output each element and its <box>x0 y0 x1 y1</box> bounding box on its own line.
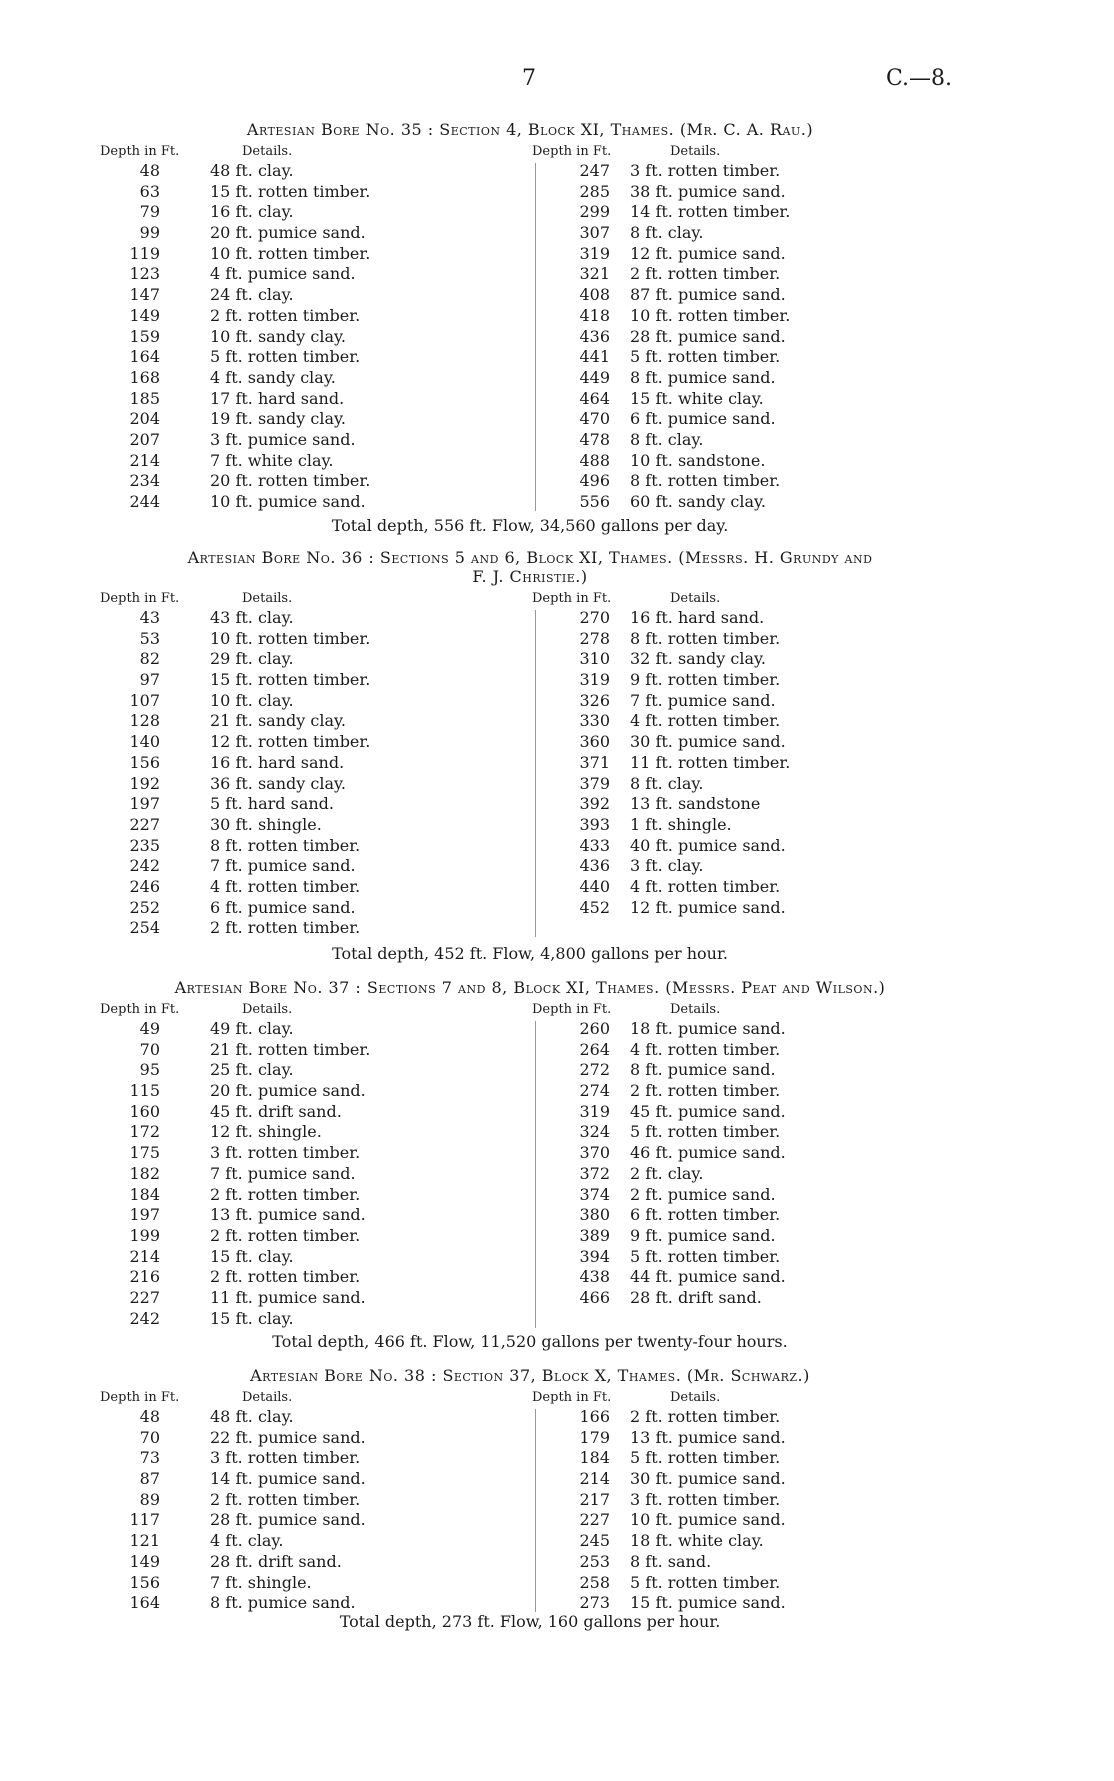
depth-value: 123 <box>129 264 160 284</box>
depth-value: 73 <box>139 1448 160 1468</box>
depth-value: 370 <box>579 1143 610 1163</box>
detail-text: 45 ft. drift sand. <box>210 1101 342 1121</box>
detail-text: 7 ft. pumice sand. <box>210 856 356 876</box>
depth-value: 326 <box>579 690 610 710</box>
detail-text: 5 ft. rotten timber. <box>630 1448 781 1468</box>
depth-value: 182 <box>129 1163 160 1183</box>
depth-value: 227 <box>129 1287 160 1307</box>
detail-text: 2 ft. rotten timber. <box>630 264 781 284</box>
depth-header: Depth in Ft. <box>100 144 180 159</box>
column-headers <box>100 144 960 161</box>
depth-value: 319 <box>579 1101 610 1121</box>
detail-text: 48 ft. clay. <box>210 161 294 180</box>
depth-value: 433 <box>579 835 610 855</box>
detail-text: 8 ft. sand. <box>630 1551 712 1571</box>
detail-text: 7 ft. white clay. <box>210 450 334 470</box>
depth-header: Depth in Ft. <box>532 1390 612 1405</box>
depth-value: 379 <box>579 773 610 793</box>
detail-text: 60 ft. sandy clay. <box>630 492 767 511</box>
detail-text: 6 ft. rotten timber. <box>630 1205 781 1225</box>
detail-text: 24 ft. clay. <box>210 285 294 305</box>
detail-text: 5 ft. rotten timber. <box>630 1246 781 1266</box>
depth-value: 418 <box>579 305 610 325</box>
depth-value: 270 <box>579 608 610 627</box>
detail-text: 21 ft. rotten timber. <box>210 1039 371 1059</box>
depth-value: 258 <box>579 1572 610 1592</box>
detail-text: 15 ft. white clay. <box>630 388 764 408</box>
detail-text: 18 ft. pumice sand. <box>630 1019 786 1038</box>
detail-text: 2 ft. rotten timber. <box>210 1489 361 1509</box>
depth-value: 147 <box>129 285 160 305</box>
depth-value: 234 <box>129 471 160 491</box>
details-header: Details. <box>670 144 721 159</box>
depth-value: 43 <box>139 608 160 627</box>
bore-total: Total depth, 556 ft. Flow, 34,560 gallons per day. <box>331 516 729 535</box>
column-divider <box>535 610 536 937</box>
details-header: Details. <box>242 1002 293 1017</box>
detail-text: 4 ft. rotten timber. <box>630 711 781 731</box>
bore-total: Total depth, 452 ft. Flow, 4,800 gallons per hour. <box>332 944 728 963</box>
detail-text: 10 ft. pumice sand. <box>630 1510 786 1530</box>
depth-value: 149 <box>129 1551 160 1571</box>
depth-value: 408 <box>579 285 610 305</box>
depth-value: 166 <box>579 1407 610 1426</box>
detail-text: 14 ft. rotten timber. <box>630 202 791 222</box>
depth-value: 466 <box>579 1287 610 1307</box>
depth-value: 274 <box>579 1081 610 1101</box>
depth-value: 204 <box>129 409 160 429</box>
bore-title: Artesian Bore No. 38 : Section 37, Block X, Thames. (Mr. Schwarz.) <box>250 1366 810 1385</box>
depth-value: 97 <box>139 670 160 690</box>
depth-value: 179 <box>579 1427 610 1447</box>
depth-header: Depth in Ft. <box>100 1390 180 1405</box>
bore-section <box>100 1366 960 1614</box>
detail-text: 2 ft. rotten timber. <box>210 1225 361 1245</box>
depth-value: 488 <box>579 450 610 470</box>
depth-value: 438 <box>579 1267 610 1287</box>
depth-value: 63 <box>139 181 160 201</box>
detail-text: 2 ft. rotten timber. <box>630 1081 781 1101</box>
detail-text: 5 ft. rotten timber. <box>630 1122 781 1142</box>
depth-value: 70 <box>139 1039 160 1059</box>
details-header: Details. <box>242 1390 293 1405</box>
depth-value: 389 <box>579 1225 610 1245</box>
depth-value: 172 <box>129 1122 160 1142</box>
details-header: Details. <box>670 1390 721 1405</box>
detail-text: 4 ft. rotten timber. <box>630 876 781 896</box>
detail-text: 12 ft. shingle. <box>210 1122 322 1142</box>
depth-value: 319 <box>579 670 610 690</box>
detail-text: 87 ft. pumice sand. <box>630 285 786 305</box>
detail-text: 3 ft. rotten timber. <box>630 1489 781 1509</box>
depth-value: 478 <box>579 429 610 449</box>
bore-title: Artesian Bore No. 37 : Sections 7 and 8, Block XI, Thames. (Messrs. Peat and Wilson.) <box>174 978 886 997</box>
depth-value: 299 <box>579 202 610 222</box>
detail-text: 29 ft. clay. <box>210 649 294 669</box>
page-number: 7 <box>522 66 536 91</box>
depth-value: 199 <box>129 1225 160 1245</box>
details-header: Details. <box>242 591 293 606</box>
depth-value: 227 <box>579 1510 610 1530</box>
detail-text: 20 ft. pumice sand. <box>210 223 366 243</box>
detail-text: 2 ft. rotten timber. <box>210 918 361 938</box>
detail-text: 2 ft. rotten timber. <box>210 1184 361 1204</box>
bore-total: Total depth, 273 ft. Flow, 160 gallons per hour. <box>339 1612 721 1631</box>
depth-value: 330 <box>579 711 610 731</box>
depth-value: 119 <box>129 243 160 263</box>
depth-value: 440 <box>579 876 610 896</box>
depth-value: 252 <box>129 897 160 917</box>
column-divider <box>535 163 536 511</box>
detail-text: 16 ft. hard sand. <box>630 608 765 627</box>
detail-text: 4 ft. rotten timber. <box>630 1039 781 1059</box>
depth-value: 107 <box>129 690 160 710</box>
depth-value: 197 <box>129 1205 160 1225</box>
depth-value: 374 <box>579 1184 610 1204</box>
detail-text: 6 ft. pumice sand. <box>210 897 356 917</box>
depth-value: 49 <box>139 1019 160 1038</box>
depth-value: 272 <box>579 1060 610 1080</box>
depth-value: 436 <box>579 856 610 876</box>
detail-text: 3 ft. rotten timber. <box>210 1143 361 1163</box>
depth-header: Depth in Ft. <box>100 1002 180 1017</box>
depth-value: 227 <box>129 814 160 834</box>
detail-text: 15 ft. rotten timber. <box>210 670 371 690</box>
depth-value: 254 <box>129 918 160 938</box>
depth-value: 470 <box>579 409 610 429</box>
bore-total: Total depth, 466 ft. Flow, 11,520 gallons per twenty-four hours. <box>272 1332 788 1351</box>
detail-text: 15 ft. pumice sand. <box>630 1593 786 1613</box>
detail-text: 3 ft. rotten timber. <box>210 1448 361 1468</box>
depth-value: 464 <box>579 388 610 408</box>
depth-value: 89 <box>139 1489 160 1509</box>
bore-section <box>100 978 960 1330</box>
detail-text: 3 ft. pumice sand. <box>210 429 356 449</box>
detail-text: 1 ft. shingle. <box>630 814 732 834</box>
depth-value: 214 <box>579 1469 610 1489</box>
details-header: Details. <box>242 144 293 159</box>
depth-value: 380 <box>579 1205 610 1225</box>
detail-text: 28 ft. drift sand. <box>210 1551 342 1571</box>
depth-value: 253 <box>579 1551 610 1571</box>
detail-text: 19 ft. sandy clay. <box>210 409 347 429</box>
detail-text: 2 ft. rotten timber. <box>630 1407 781 1426</box>
detail-text: 22 ft. pumice sand. <box>210 1427 366 1447</box>
depth-value: 372 <box>579 1163 610 1183</box>
detail-text: 12 ft. pumice sand. <box>630 243 786 263</box>
column-headers <box>100 1390 960 1407</box>
depth-value: 184 <box>579 1448 610 1468</box>
depth-value: 115 <box>129 1081 160 1101</box>
detail-text: 20 ft. rotten timber. <box>210 471 371 491</box>
depth-value: 247 <box>579 161 610 180</box>
column-headers <box>100 591 960 608</box>
bore-title-line2: F. J. Christie.) <box>472 567 588 586</box>
detail-text: 16 ft. hard sand. <box>210 752 345 772</box>
depth-value: 156 <box>129 1572 160 1592</box>
detail-text: 10 ft. clay. <box>210 690 294 710</box>
depth-value: 556 <box>579 492 610 511</box>
depth-value: 185 <box>129 388 160 408</box>
detail-text: 4 ft. pumice sand. <box>210 264 356 284</box>
detail-text: 10 ft. rotten timber. <box>630 305 791 325</box>
depth-value: 321 <box>579 264 610 284</box>
depth-value: 310 <box>579 649 610 669</box>
depth-value: 99 <box>139 223 160 243</box>
detail-text: 43 ft. clay. <box>210 608 294 627</box>
depth-value: 156 <box>129 752 160 772</box>
depth-value: 117 <box>129 1510 160 1530</box>
detail-text: 8 ft. rotten timber. <box>630 628 781 648</box>
depth-value: 392 <box>579 794 610 814</box>
depth-value: 184 <box>129 1184 160 1204</box>
depth-value: 53 <box>139 628 160 648</box>
detail-text: 18 ft. white clay. <box>630 1531 764 1551</box>
depth-value: 319 <box>579 243 610 263</box>
detail-text: 10 ft. rotten timber. <box>210 628 371 648</box>
detail-text: 17 ft. hard sand. <box>210 388 345 408</box>
detail-text: 5 ft. rotten timber. <box>210 347 361 367</box>
details-header: Details. <box>670 591 721 606</box>
detail-text: 15 ft. rotten timber. <box>210 181 371 201</box>
depth-value: 371 <box>579 752 610 772</box>
depth-value: 496 <box>579 471 610 491</box>
depth-value: 393 <box>579 814 610 834</box>
depth-value: 394 <box>579 1246 610 1266</box>
depth-value: 441 <box>579 347 610 367</box>
depth-value: 79 <box>139 202 160 222</box>
depth-value: 452 <box>579 897 610 917</box>
depth-value: 48 <box>139 161 160 180</box>
detail-text: 8 ft. pumice sand. <box>630 367 776 387</box>
detail-text: 48 ft. clay. <box>210 1407 294 1426</box>
depth-value: 264 <box>579 1039 610 1059</box>
depth-value: 48 <box>139 1407 160 1426</box>
depth-value: 164 <box>129 347 160 367</box>
detail-text: 45 ft. pumice sand. <box>630 1101 786 1121</box>
page-code: C.—8. <box>886 66 953 91</box>
depth-value: 245 <box>579 1531 610 1551</box>
depth-value: 175 <box>129 1143 160 1163</box>
detail-text: 28 ft. drift sand. <box>630 1287 762 1307</box>
detail-text: 14 ft. pumice sand. <box>210 1469 366 1489</box>
detail-text: 13 ft. pumice sand. <box>630 1427 786 1447</box>
detail-text: 28 ft. pumice sand. <box>630 326 786 346</box>
bore-section <box>100 120 960 513</box>
column-divider <box>535 1409 536 1612</box>
depth-header: Depth in Ft. <box>532 144 612 159</box>
detail-text: 32 ft. sandy clay. <box>630 649 767 669</box>
detail-text: 30 ft. shingle. <box>210 814 322 834</box>
depth-value: 192 <box>129 773 160 793</box>
detail-text: 13 ft. sandstone <box>630 794 761 814</box>
depth-header: Depth in Ft. <box>532 591 612 606</box>
detail-text: 2 ft. rotten timber. <box>210 1267 361 1287</box>
depth-value: 160 <box>129 1101 160 1121</box>
detail-text: 10 ft. rotten timber. <box>210 243 371 263</box>
detail-text: 7 ft. shingle. <box>210 1572 312 1592</box>
bore-title: Artesian Bore No. 35 : Section 4, Block XI, Thames. (Mr. C. A. Rau.) <box>246 120 814 139</box>
detail-text: 30 ft. pumice sand. <box>630 732 786 752</box>
detail-text: 49 ft. clay. <box>210 1019 294 1038</box>
detail-text: 15 ft. clay. <box>210 1246 294 1266</box>
depth-value: 159 <box>129 326 160 346</box>
depth-value: 82 <box>139 649 160 669</box>
depth-value: 307 <box>579 223 610 243</box>
column-divider <box>535 1021 536 1328</box>
depth-value: 214 <box>129 1246 160 1266</box>
detail-text: 25 ft. clay. <box>210 1060 294 1080</box>
detail-text: 9 ft. pumice sand. <box>630 1225 776 1245</box>
depth-value: 214 <box>129 450 160 470</box>
depth-header: Depth in Ft. <box>532 1002 612 1017</box>
detail-text: 28 ft. pumice sand. <box>210 1510 366 1530</box>
detail-text: 2 ft. rotten timber. <box>210 305 361 325</box>
detail-text: 4 ft. rotten timber. <box>210 876 361 896</box>
detail-text: 21 ft. sandy clay. <box>210 711 347 731</box>
depth-value: 168 <box>129 367 160 387</box>
detail-text: 7 ft. pumice sand. <box>210 1163 356 1183</box>
detail-text: 10 ft. sandstone. <box>630 450 766 470</box>
detail-text: 2 ft. clay. <box>630 1163 704 1183</box>
depth-value: 449 <box>579 367 610 387</box>
detail-text: 7 ft. pumice sand. <box>630 690 776 710</box>
depth-value: 164 <box>129 1593 160 1613</box>
detail-text: 13 ft. pumice sand. <box>210 1205 366 1225</box>
detail-text: 36 ft. sandy clay. <box>210 773 347 793</box>
detail-text: 11 ft. pumice sand. <box>210 1287 366 1307</box>
depth-value: 216 <box>129 1267 160 1287</box>
detail-text: 8 ft. pumice sand. <box>630 1060 776 1080</box>
detail-text: 6 ft. pumice sand. <box>630 409 776 429</box>
depth-value: 260 <box>579 1019 610 1038</box>
detail-text: 8 ft. clay. <box>630 429 704 449</box>
detail-text: 8 ft. rotten timber. <box>210 835 361 855</box>
depth-value: 360 <box>579 732 610 752</box>
depth-value: 235 <box>129 835 160 855</box>
depth-value: 242 <box>129 856 160 876</box>
detail-text: 5 ft. rotten timber. <box>630 347 781 367</box>
detail-text: 10 ft. sandy clay. <box>210 326 347 346</box>
detail-text: 16 ft. clay. <box>210 202 294 222</box>
depth-value: 217 <box>579 1489 610 1509</box>
detail-text: 46 ft. pumice sand. <box>630 1143 786 1163</box>
bore-title: Artesian Bore No. 36 : Sections 5 and 6, Block XI, Thames. (Messrs. H. Grundy and <box>187 548 873 567</box>
details-header: Details. <box>670 1002 721 1017</box>
detail-text: 8 ft. clay. <box>630 773 704 793</box>
depth-value: 95 <box>139 1060 160 1080</box>
depth-value: 128 <box>129 711 160 731</box>
detail-text: 5 ft. rotten timber. <box>630 1572 781 1592</box>
detail-text: 4 ft. sandy clay. <box>210 367 336 387</box>
depth-value: 149 <box>129 305 160 325</box>
detail-text: 15 ft. clay. <box>210 1308 294 1328</box>
detail-text: 3 ft. rotten timber. <box>630 161 781 180</box>
depth-value: 207 <box>129 429 160 449</box>
depth-value: 140 <box>129 732 160 752</box>
detail-text: 4 ft. clay. <box>210 1531 284 1551</box>
detail-text: 9 ft. rotten timber. <box>630 670 781 690</box>
depth-value: 197 <box>129 794 160 814</box>
detail-text: 12 ft. rotten timber. <box>210 732 371 752</box>
detail-text: 3 ft. clay. <box>630 856 704 876</box>
detail-text: 44 ft. pumice sand. <box>630 1267 786 1287</box>
depth-value: 242 <box>129 1308 160 1328</box>
depth-value: 121 <box>129 1531 160 1551</box>
bore-section <box>100 548 960 939</box>
detail-text: 8 ft. clay. <box>630 223 704 243</box>
depth-value: 273 <box>579 1593 610 1613</box>
depth-value: 246 <box>129 876 160 896</box>
depth-value: 278 <box>579 628 610 648</box>
depth-value: 324 <box>579 1122 610 1142</box>
detail-text: 30 ft. pumice sand. <box>630 1469 786 1489</box>
detail-text: 40 ft. pumice sand. <box>630 835 786 855</box>
detail-text: 8 ft. rotten timber. <box>630 471 781 491</box>
depth-value: 436 <box>579 326 610 346</box>
detail-text: 8 ft. pumice sand. <box>210 1593 356 1613</box>
detail-text: 2 ft. pumice sand. <box>630 1184 776 1204</box>
detail-text: 20 ft. pumice sand. <box>210 1081 366 1101</box>
depth-header: Depth in Ft. <box>100 591 180 606</box>
depth-value: 70 <box>139 1427 160 1447</box>
detail-text: 12 ft. pumice sand. <box>630 897 786 917</box>
detail-text: 38 ft. pumice sand. <box>630 181 786 201</box>
depth-value: 244 <box>129 492 160 511</box>
detail-text: 10 ft. pumice sand. <box>210 492 366 511</box>
depth-value: 285 <box>579 181 610 201</box>
detail-text: 11 ft. rotten timber. <box>630 752 791 772</box>
column-headers <box>100 1002 960 1019</box>
detail-text: 5 ft. hard sand. <box>210 794 334 814</box>
depth-value: 87 <box>139 1469 160 1489</box>
